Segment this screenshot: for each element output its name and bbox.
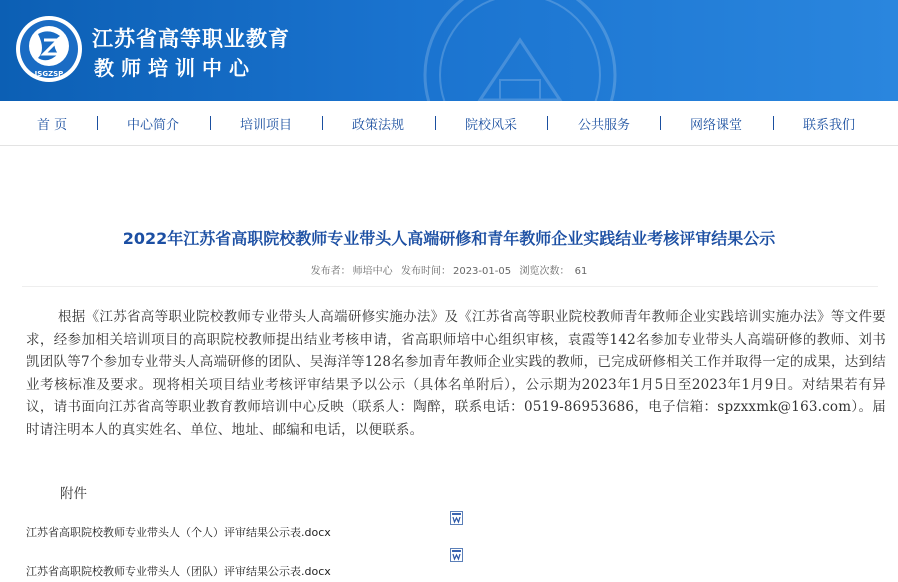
views-value: 61 — [574, 266, 588, 277]
nav-separator — [322, 116, 323, 130]
word-document-icon[interactable] — [450, 548, 463, 562]
nav-item-home[interactable]: 首 页 — [37, 118, 68, 133]
nav-divider — [0, 145, 898, 146]
word-document-icon[interactable] — [450, 511, 463, 525]
article-meta — [0, 265, 898, 279]
nav-separator — [660, 116, 661, 130]
header-banner — [0, 0, 898, 101]
nav-item-schools[interactable]: 院校风采 — [465, 118, 518, 133]
nav-item-policy[interactable]: 政策法规 — [352, 118, 405, 133]
publisher-label: 发布者： — [310, 266, 351, 277]
nav-separator — [210, 116, 211, 130]
logo-text: JSGZSP — [34, 70, 64, 78]
jsgzsp-logo-icon — [14, 14, 84, 84]
nav-item-online-course[interactable]: 网络课堂 — [690, 118, 743, 133]
main-nav — [0, 101, 898, 145]
nav-item-public-service[interactable]: 公共服务 — [578, 118, 631, 133]
nav-separator — [773, 116, 774, 130]
publish-time-label: 发布时间： — [400, 266, 451, 277]
nav-separator — [547, 116, 548, 130]
nav-item-about[interactable]: 中心简介 — [127, 118, 180, 133]
nav-item-training[interactable]: 培训项目 — [240, 118, 293, 133]
publish-time-value: 2023-01-05 — [452, 266, 512, 277]
attachment-link-individual[interactable]: 江苏省高职院校教师专业带头人（个人）评审结果公示表.docx — [26, 526, 331, 539]
site-subtitle: 教师培训中心 — [94, 56, 256, 80]
meta-divider — [22, 286, 878, 287]
article-title: 2022年江苏省高职院校教师专业带头人高端研修和青年教师企业实践结业考核评审结果公示 — [122, 229, 776, 248]
nav-separator — [97, 116, 98, 130]
attachments-label: 附件 — [60, 486, 87, 502]
nav-item-contact[interactable]: 联系我们 — [803, 118, 856, 133]
publisher-value: 师培中心 — [352, 266, 393, 277]
article-body: 根据《江苏省高等职业院校教师专业带头人高端研修实施办法》及《江苏省高等职业院校教师青年教师企业实践培训实施办法》等文件要求，经参加相关培训项目的高职院校教师提出结业考核申请，省高职师培中心组织审核，袁霞等142名参加专业带头人高端研修的教师、刘书凯团队等7个参加专业带头人高端研修的团队、吴海洋等128名参加青年教师企业实践的教师，已完成研修相关工作并取得一定的成果，达到结业考核标准及要求。现将相关项目结业考核评审结果予以公示（具体名单附后），公示期为2023年1月5日至2023年1月9日。对结果若有异议，请书面向江苏省高等职业教育教师培训中心反映（联系人：陶醉，联系电话：0519-86953686，电子信箱：spzxxmk@163.com）。届时请注明本人的真实姓名、单位、地址、邮编和电话，以便联系。 — [26, 309, 886, 438]
watermark-seal-icon — [390, 0, 650, 101]
views-label: 浏览次数： — [519, 266, 570, 277]
site-title: 江苏省高等职业教育 — [92, 27, 290, 51]
nav-separator — [435, 116, 436, 130]
attachment-link-team[interactable]: 江苏省高职院校教师专业带头人（团队）评审结果公示表.docx — [26, 565, 331, 578]
